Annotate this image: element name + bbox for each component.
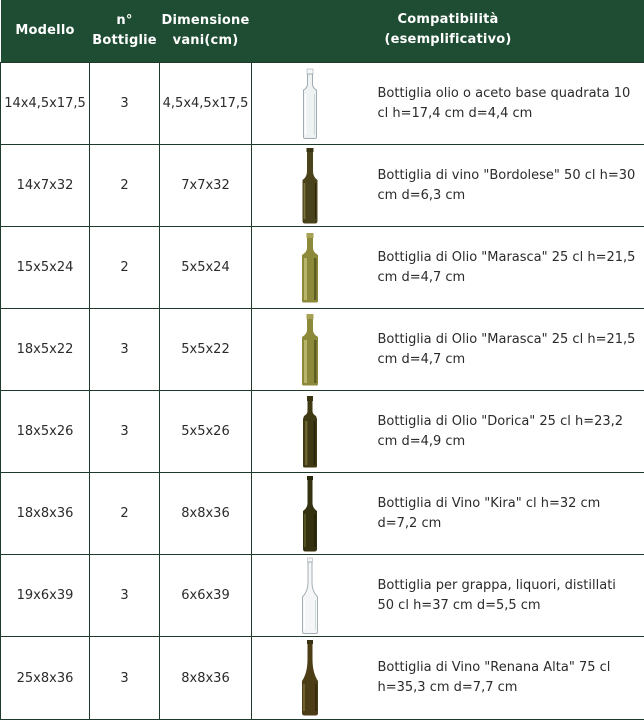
cell-description: Bottiglia di vino "Bordolese" 50 cl h=30 cm d=6,3 cm [369, 145, 644, 227]
cell-model: 19x6x39 [1, 555, 90, 637]
header-compatibility-title: Compatibilità [397, 12, 499, 27]
cell-description: Bottiglia olio o aceto base quadrata 10 cl h=17,4 cm d=4,4 cm [369, 63, 644, 145]
kira-wine-bottle-icon [290, 475, 330, 553]
cell-dimension: 4,5x4,5x17,5 [160, 63, 252, 145]
dorica-oil-bottle-icon [290, 395, 330, 469]
cell-bottles: 3 [90, 391, 160, 473]
cell-model: 14x4,5x17,5 [1, 63, 90, 145]
renana-wine-bottle-icon [290, 639, 330, 717]
table-row [1, 391, 644, 473]
table-row [1, 555, 644, 637]
cell-dimension: 6x6x39 [160, 555, 252, 637]
cell-description: Bottiglia di Olio "Dorica" 25 cl h=23,2 cm d=4,9 cm [369, 391, 644, 473]
cell-bottles: 2 [90, 145, 160, 227]
clear-square-oil-bottle-icon [290, 68, 330, 140]
cell-dimension: 8x8x36 [160, 637, 252, 720]
cell-model: 18x5x26 [1, 391, 90, 473]
cell-model: 18x5x22 [1, 309, 90, 391]
cell-bottles: 2 [90, 227, 160, 309]
header-dimension: Dimensione vani(cm) [160, 0, 252, 63]
clear-grappa-bottle-icon [290, 557, 330, 635]
cell-bottle-image [252, 309, 369, 391]
table-row [1, 145, 644, 227]
cell-bottles: 2 [90, 473, 160, 555]
header-compatibility [252, 0, 644, 63]
header-compatibility-note: (esemplificativo) [384, 32, 512, 47]
cell-bottle-image [252, 227, 369, 309]
cell-model: 25x8x36 [1, 637, 90, 720]
cell-bottle-image [252, 555, 369, 637]
cell-dimension: 5x5x24 [160, 227, 252, 309]
cell-dimension: 8x8x36 [160, 473, 252, 555]
marasca-oil-bottle-icon [290, 313, 330, 387]
cell-description: Bottiglia di Vino "Renana Alta" 75 cl h=35,3 cm d=7,7 cm [369, 637, 644, 720]
cell-bottles: 3 [90, 309, 160, 391]
cell-description: Bottiglia per grappa, liquori, distillati 50 cl h=37 cm d=5,5 cm [369, 555, 644, 637]
header-model: Modello [1, 0, 90, 63]
cell-model: 14x7x32 [1, 145, 90, 227]
cell-bottles: 3 [90, 63, 160, 145]
cell-bottles: 3 [90, 555, 160, 637]
table-row [1, 309, 644, 391]
cell-model: 15x5x24 [1, 227, 90, 309]
cell-model: 18x8x36 [1, 473, 90, 555]
bordolese-wine-bottle-icon [290, 147, 330, 225]
cell-bottles: 3 [90, 637, 160, 720]
table-row [1, 227, 644, 309]
cell-bottle-image [252, 63, 369, 145]
cell-description: Bottiglia di Olio "Marasca" 25 cl h=21,5 cm d=4,7 cm [369, 227, 644, 309]
cell-dimension: 5x5x22 [160, 309, 252, 391]
cell-bottle-image [252, 391, 369, 473]
cell-description: Bottiglia di Vino "Kira" cl h=32 cm d=7,2 cm [369, 473, 644, 555]
cell-description: Bottiglia di Olio "Marasca" 25 cl h=21,5 cm d=4,7 cm [369, 309, 644, 391]
table-row [1, 637, 644, 720]
cell-bottle-image [252, 145, 369, 227]
cell-bottle-image [252, 637, 369, 720]
table-row [1, 473, 644, 555]
marasca-oil-bottle-icon [290, 232, 330, 304]
header-bottles-count: n° Bottiglie [90, 0, 160, 63]
cell-dimension: 5x5x26 [160, 391, 252, 473]
cell-dimension: 7x7x32 [160, 145, 252, 227]
table-header-row [1, 0, 644, 63]
cell-bottle-image [252, 473, 369, 555]
table-row [1, 63, 644, 145]
